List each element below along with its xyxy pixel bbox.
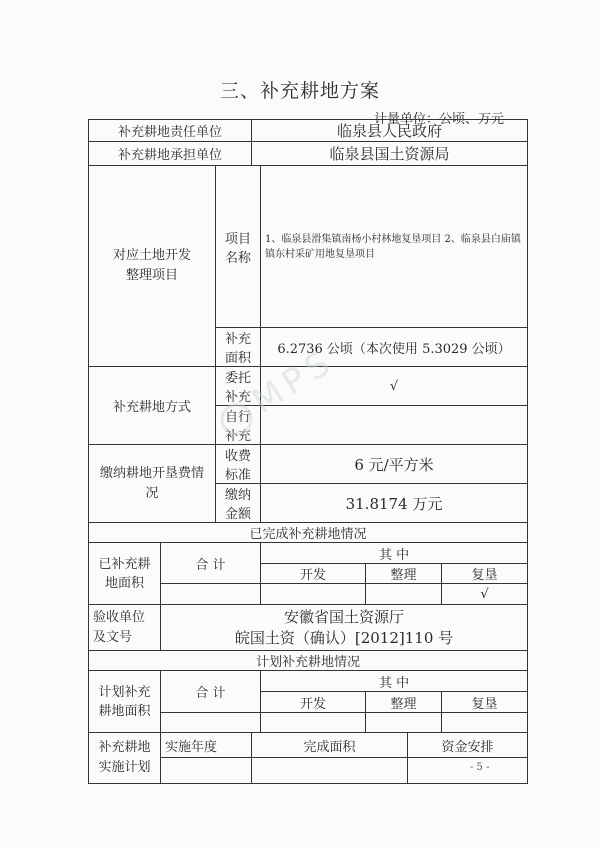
method-entrust-check: √ <box>261 367 528 406</box>
project-name-label: 项目名称 <box>216 166 261 328</box>
planned-arrange-value <box>366 713 442 733</box>
acceptance-doc: 皖国土资（确认）[2012]110 号 <box>234 628 454 647</box>
fee-label: 缴纳耕地开垦费情况 <box>89 445 216 523</box>
fee-standard-value: 6 元/平方米 <box>261 445 528 484</box>
method-label: 补充耕地方式 <box>89 367 216 445</box>
completed-arrange: 整理 <box>366 564 442 584</box>
completed-section-title: 已完成补充耕地情况 <box>89 523 528 543</box>
supplement-farmland-table <box>88 119 528 784</box>
acceptance-row <box>89 605 528 651</box>
completed-total-value <box>161 584 261 605</box>
unit-note: 计量单位：公顷、万元 <box>373 112 504 127</box>
completed-develop-value <box>261 584 366 605</box>
completed-reclaim-value: √ <box>442 584 528 605</box>
method-self-label: 自行补充 <box>216 406 261 445</box>
planned-arrange: 整理 <box>366 692 442 713</box>
planned-develop-value <box>261 713 366 733</box>
watermark: MPS <box>211 341 342 444</box>
acceptance-value <box>161 605 528 651</box>
area-label: 补充面积 <box>216 328 261 367</box>
area-value: 6.2736 公顷（本次使用 5.3029 公顷） <box>261 328 528 367</box>
planned-reclaim-value <box>442 713 528 733</box>
planned-section-title: 计划补充耕地情况 <box>89 651 528 671</box>
completed-reclaim: 复垦 <box>442 564 528 584</box>
completed-area-label: 已补充耕地面积 <box>89 543 161 605</box>
planned-total-value <box>161 713 261 733</box>
planned-header-row <box>89 671 528 692</box>
planned-section-row <box>89 651 528 671</box>
page-number: - 5 - <box>470 762 490 773</box>
completed-section-row <box>89 523 528 543</box>
fee-amount-label: 缴纳金额 <box>216 484 261 523</box>
planned-area-label: 计划补充耕地面积 <box>89 671 161 733</box>
method-entrust-label: 委托补充 <box>216 367 261 406</box>
acceptance-label: 验收单位及文号 <box>89 605 161 651</box>
responsible-value: 临泉县人民政府 <box>252 120 528 142</box>
completed-arrange-value <box>366 584 442 605</box>
planned-among-label: 其 中 <box>261 671 528 692</box>
project-name-value: 1、临泉县滑集镇南杨小村林地复垦项目 2、临泉县白庙镇镇东村采矿用地复垦项目 <box>261 166 528 328</box>
responsible-row <box>89 120 528 142</box>
fee-amount-value: 31.8174 万元 <box>261 484 528 523</box>
acceptance-unit: 安徽省国土资源厅 <box>284 607 405 626</box>
completed-header-row <box>89 543 528 564</box>
undertake-row <box>89 142 528 166</box>
completed-develop: 开发 <box>261 564 366 584</box>
year-value <box>161 758 252 784</box>
funds-label: 资金安排 <box>408 733 528 758</box>
finished-area-label: 完成面积 <box>252 733 408 758</box>
fee-standard-row <box>89 445 528 484</box>
project-row <box>89 166 528 328</box>
undertake-label: 补充耕地承担单位 <box>89 142 252 166</box>
year-label: 实施年度 <box>161 733 252 758</box>
page-title: 三、补充耕地方案 <box>219 80 380 102</box>
planned-total-label: 合 计 <box>161 671 261 713</box>
responsible-label: 补充耕地责任单位 <box>89 120 252 142</box>
funds-value <box>408 758 528 784</box>
plan-label: 补充耕地实施计划 <box>89 733 161 784</box>
method-self-check <box>261 406 528 445</box>
planned-develop: 开发 <box>261 692 366 713</box>
completed-among-label: 其 中 <box>261 543 528 564</box>
completed-total-label: 合 计 <box>161 543 261 584</box>
project-label: 对应土地开发整理项目 <box>89 166 216 367</box>
undertake-value: 临泉县国土资源局 <box>252 142 528 166</box>
plan-header-row <box>89 733 528 758</box>
planned-reclaim: 复垦 <box>442 692 528 713</box>
finished-area-value <box>252 758 408 784</box>
fee-standard-label: 收费标准 <box>216 445 261 484</box>
